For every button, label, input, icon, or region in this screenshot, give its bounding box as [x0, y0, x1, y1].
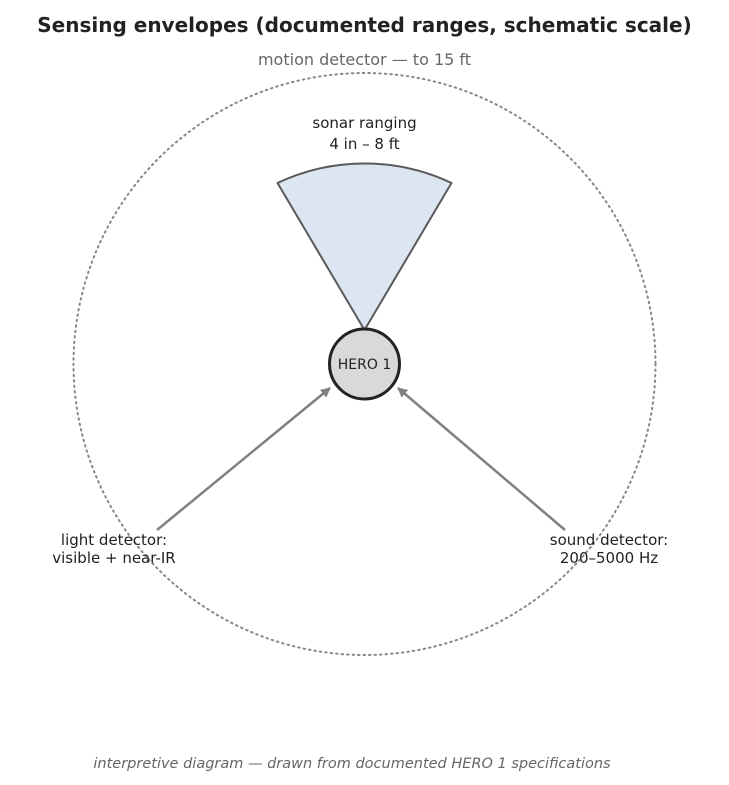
robot-label: HERO 1 — [337, 357, 392, 373]
footnote: interpretive diagram — drawn from documented HERO 1 specifications — [93, 756, 611, 772]
light-detector-arrow — [157, 388, 330, 530]
sound-detector-label-line1: sound detector: — [549, 531, 669, 549]
light-detector-label-line2: visible + near-IR — [52, 549, 176, 567]
sonar-range-wedge — [278, 164, 452, 330]
motion-detector-label: motion detector — to 15 ft — [257, 50, 472, 69]
sonar-label-line1: sonar ranging — [312, 114, 417, 132]
sound-detector-arrow — [398, 388, 565, 530]
sonar-label-line2: 4 in – 8 ft — [329, 135, 400, 153]
light-detector-label-line1: light detector: — [60, 531, 168, 549]
diagram-title: Sensing envelopes (documented ranges, schematic scale) — [37, 13, 692, 37]
sound-detector-label-line2: 200–5000 Hz — [559, 549, 659, 567]
